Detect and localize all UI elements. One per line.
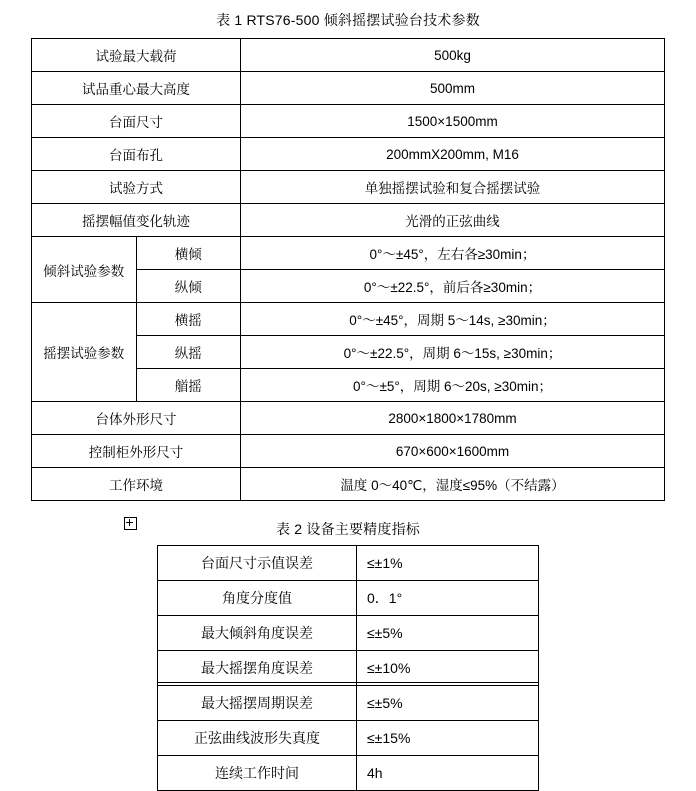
row-label: 角度分度值 (158, 581, 357, 616)
row-label: 最大倾斜角度误差 (158, 616, 357, 651)
row-value: ≤±1% (357, 546, 539, 581)
anchor-marker-icon (124, 517, 137, 530)
row-sublabel: 纵摇 (136, 336, 241, 369)
row-value: 温度 0～40℃，湿度≤95%（不结露） (241, 468, 665, 501)
group-label-tilt: 倾斜试验参数 (32, 237, 137, 303)
row-label: 台面布孔 (32, 138, 241, 171)
row-value: 0°～±45°，左右各≥30min； (241, 237, 665, 270)
accuracy-index-table (157, 545, 539, 791)
row-label: 控制柜外形尺寸 (32, 435, 241, 468)
row-value: ≤±5% (357, 616, 539, 651)
row-label: 正弦曲线波形失真度 (158, 721, 357, 756)
row-value: 200mmX200mm, M16 (241, 138, 665, 171)
row-value: 0°～±45°，周期 5～14s, ≥30min； (241, 303, 665, 336)
row-value: 500mm (241, 72, 665, 105)
table2-caption: 表 2 设备主要精度指标 (276, 521, 420, 537)
table-row (32, 237, 665, 270)
row-value: 4h (357, 756, 539, 791)
table-row (32, 303, 665, 336)
row-value: 2800×1800×1780mm (241, 402, 665, 435)
table2-section (0, 519, 696, 791)
row-label: 试验最大载荷 (32, 39, 241, 72)
row-value: 0．1° (357, 581, 539, 616)
table-row (158, 616, 539, 651)
row-label: 台体外形尺寸 (32, 402, 241, 435)
row-value: 1500×1500mm (241, 105, 665, 138)
row-value: 0°～±22.5°，前后各≥30min； (241, 270, 665, 303)
row-value: 500kg (241, 39, 665, 72)
row-value: ≤±5% (357, 686, 539, 721)
row-label: 试品重心最大高度 (32, 72, 241, 105)
table1-caption: 表 1 RTS76-500 倾斜摇摆试验台技术参数 (216, 12, 480, 28)
row-sublabel: 横倾 (136, 237, 241, 270)
document-page (0, 10, 696, 781)
row-value: 光滑的正弦曲线 (241, 204, 665, 237)
row-value: 单独摇摆试验和复合摇摆试验 (241, 171, 665, 204)
row-label: 连续工作时间 (158, 756, 357, 791)
table-row (158, 721, 539, 756)
table-row (158, 756, 539, 791)
row-value: 0°～±5°，周期 6～20s, ≥30min； (241, 369, 665, 402)
bottom-divider (157, 682, 539, 683)
table-row (32, 402, 665, 435)
table-row (32, 72, 665, 105)
table-row (158, 546, 539, 581)
row-value: ≤±15% (357, 721, 539, 756)
technical-parameters-table (31, 38, 665, 501)
table-row (32, 204, 665, 237)
table-row (158, 581, 539, 616)
row-sublabel: 艏摇 (136, 369, 241, 402)
row-sublabel: 横摇 (136, 303, 241, 336)
row-label: 台面尺寸 (32, 105, 241, 138)
row-value: ≤±10% (357, 651, 539, 686)
row-value: 0°～±22.5°，周期 6～15s, ≥30min； (241, 336, 665, 369)
row-sublabel: 纵倾 (136, 270, 241, 303)
table-row (32, 39, 665, 72)
group-label-swing: 摇摆试验参数 (32, 303, 137, 402)
row-label: 试验方式 (32, 171, 241, 204)
row-label: 最大摇摆角度误差 (158, 651, 357, 686)
table-row (32, 468, 665, 501)
table-row (32, 105, 665, 138)
row-label: 摇摆幅值变化轨迹 (32, 204, 241, 237)
table-row (32, 435, 665, 468)
row-label: 台面尺寸示值误差 (158, 546, 357, 581)
table-row (32, 138, 665, 171)
row-label: 工作环境 (32, 468, 241, 501)
table-row (32, 171, 665, 204)
table-row (158, 686, 539, 721)
row-label: 最大摇摆周期误差 (158, 686, 357, 721)
row-value: 670×600×1600mm (241, 435, 665, 468)
table-row (158, 651, 539, 686)
